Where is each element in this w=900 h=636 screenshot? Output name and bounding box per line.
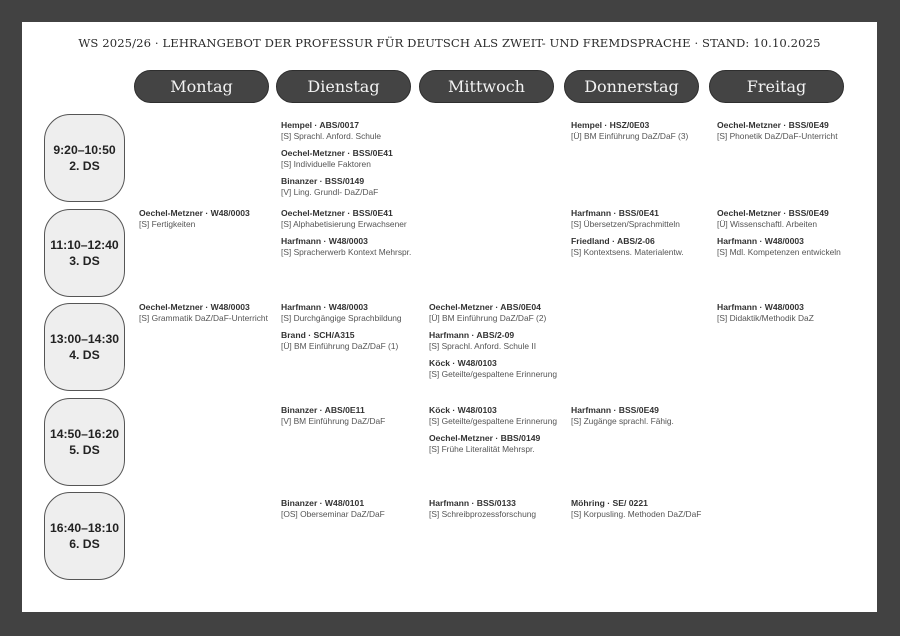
course-title: [Ü] BM Einführung DaZ/DaF (1) [281,341,399,351]
course-entry [571,207,719,230]
time-slot-label: 2. DS [69,159,100,173]
time-slot-label: 4. DS [69,348,100,362]
course-lecturer-room: Friedland · ABS/2-06 [571,236,655,246]
course-entry [139,207,287,230]
course-lecturer-room: Harfmann · W48/0003 [281,236,368,246]
course-lecturer-room: Harfmann · W48/0003 [717,302,804,312]
time-slot-time: 16:40–18:10 [49,521,120,535]
course-title: [OS] Oberseminar DaZ/DaF [281,509,385,519]
time-slot-5 [44,398,125,486]
schedule-cell [281,207,429,263]
time-slot-time: 11:10–12:40 [50,238,119,252]
time-slot-time: 9:20–10:50 [53,143,116,157]
schedule-cell [571,119,719,147]
schedule-cell [717,207,865,263]
schedule-cell [429,404,577,460]
course-lecturer-room: Möhring · SE/ 0221 [571,498,648,508]
course-lecturer-room: Harfmann · BSS/0133 [429,498,516,508]
course-title: [S] Geteilte/gespaltene Erinnerung [429,416,558,426]
course-title: [V] Ling. Grundl- DaZ/DaF [281,187,379,197]
course-lecturer-room: Oechel-Metzner · BBS/0149 [429,433,541,443]
course-lecturer-room: Oechel-Metzner · BSS/0E49 [717,208,829,218]
schedule-sheet [22,22,877,612]
course-lecturer-room: Oechel-Metzner · BSS/0E41 [281,208,393,218]
time-slot-time: 14:50–16:20 [49,427,120,441]
schedule-cell [571,207,719,263]
schedule-cell [139,207,287,235]
course-lecturer-room: Köck · W48/0103 [429,358,497,368]
course-lecturer-room: Harfmann · W48/0003 [281,302,368,312]
schedule-cell [281,301,429,357]
time-slot-label: 3. DS [69,254,100,268]
course-entry [281,207,429,230]
course-title: [S] Durchgängige Sprachbildung [281,313,402,323]
day-header-dienstag: Dienstag [276,70,411,103]
course-title: [S] Spracherwerb Kontext Mehrspr. [281,247,412,257]
course-title: [S] Übersetzen/Sprachmitteln [571,219,680,229]
course-title: [S] Schreibprozessforschung [429,509,537,519]
course-entry [429,404,577,427]
course-title: [S] Didaktik/Methodik DaZ [717,313,814,323]
schedule-cell [281,404,429,432]
course-entry [281,175,429,198]
course-title: [S] Frühe Literalität Mehrspr. [429,444,535,454]
course-title: [S] Kontextsens. Materialentw. [571,247,684,257]
course-entry [717,119,865,142]
course-lecturer-room: Binanzer · W48/0101 [281,498,365,508]
time-slot-label: 5. DS [69,443,100,457]
course-entry [717,301,865,324]
course-title: [S] Mdl. Kompetenzen entwickeln [717,247,841,257]
course-entry [571,497,719,520]
course-entry [717,235,865,258]
course-lecturer-room: Oechel-Metzner · W48/0003 [139,302,250,312]
course-entry [281,301,429,324]
schedule-cell [139,301,287,329]
course-lecturer-room: Oechel-Metzner · W48/0003 [139,208,250,218]
course-title: [Ü] BM Einführung DaZ/DaF (2) [429,313,547,323]
schedule-cell [571,497,719,525]
schedule-cell [571,404,719,432]
time-slot-time: 13:00–14:30 [49,332,120,346]
course-lecturer-room: Harfmann · BSS/0E49 [571,405,659,415]
course-lecturer-room: Harfmann · ABS/2-09 [429,330,515,340]
course-title: [S] Sprachl. Anford. Schule [281,131,382,141]
course-title: [S] Korpusling. Methoden DaZ/DaF [571,509,702,519]
course-entry [281,147,429,170]
schedule-cell [281,497,429,525]
schedule-cell [281,119,429,203]
course-entry [571,235,719,258]
course-title: [S] Fertigkeiten [139,219,196,229]
course-lecturer-room: Harfmann · W48/0003 [717,236,804,246]
course-entry [429,357,577,380]
schedule-cell [429,497,577,525]
day-header-freitag: Freitag [709,70,844,103]
course-entry [429,329,577,352]
course-entry [281,497,429,520]
course-lecturer-room: Binanzer · ABS/0E11 [281,405,365,415]
course-entry [281,404,429,427]
day-header-montag: Montag [134,70,269,103]
course-title: [S] Individuelle Faktoren [281,159,371,169]
course-lecturer-room: Hempel · ABS/0017 [281,120,360,130]
course-lecturer-room: Köck · W48/0103 [429,405,497,415]
course-entry [571,119,719,142]
course-entry [571,404,719,427]
course-title: [S] Grammatik DaZ/DaF-Unterricht [139,313,268,323]
course-title: [S] Alphabetisierung Erwachsener [281,219,407,229]
course-title: [S] Geteilte/gespaltene Erinnerung [429,369,558,379]
course-entry [139,301,287,324]
course-title: [S] Phonetik DaZ/DaF-Unterricht [717,131,838,141]
time-slot-6 [44,492,125,580]
time-slot-4 [44,303,125,391]
schedule-cell [429,301,577,385]
schedule-cell [717,119,865,147]
course-lecturer-room: Binanzer · BSS/0149 [281,176,365,186]
day-header-donnerstag: Donnerstag [564,70,699,103]
time-slot-2 [44,114,125,202]
page-title: WS 2025/26 · LEHRANGEBOT DER PROFESSUR FÜR DEUTSCH ALS ZWEIT- UND FREMDSPRACHE · STAND: 10.10.2025 [78,36,821,50]
course-lecturer-room: Oechel-Metzner · BSS/0E49 [717,120,829,130]
course-entry [281,235,429,258]
course-lecturer-room: Harfmann · BSS/0E41 [571,208,659,218]
course-title: [Ü] BM Einführung DaZ/DaF (3) [571,131,689,141]
course-entry [281,329,429,352]
course-title: [V] BM Einführung DaZ/DaF [281,416,386,426]
course-entry [429,497,577,520]
course-lecturer-room: Oechel-Metzner · BSS/0E41 [281,148,393,158]
course-entry [429,301,577,324]
course-lecturer-room: Hempel · HSZ/0E03 [571,120,650,130]
day-header-mittwoch: Mittwoch [419,70,554,103]
course-entry [429,432,577,455]
course-lecturer-room: Oechel-Metzner · ABS/0E04 [429,302,541,312]
course-lecturer-room: Brand · SCH/A315 [281,330,355,340]
course-title: [Ü] Wissenschaftl. Arbeiten [717,219,818,229]
schedule-cell [717,301,865,329]
course-title: [S] Zugänge sprachl. Fähig. [571,416,674,426]
course-entry [717,207,865,230]
course-entry [281,119,429,142]
time-slot-label: 6. DS [69,537,100,551]
course-title: [S] Sprachl. Anford. Schule II [429,341,537,351]
time-slot-3 [44,209,125,297]
